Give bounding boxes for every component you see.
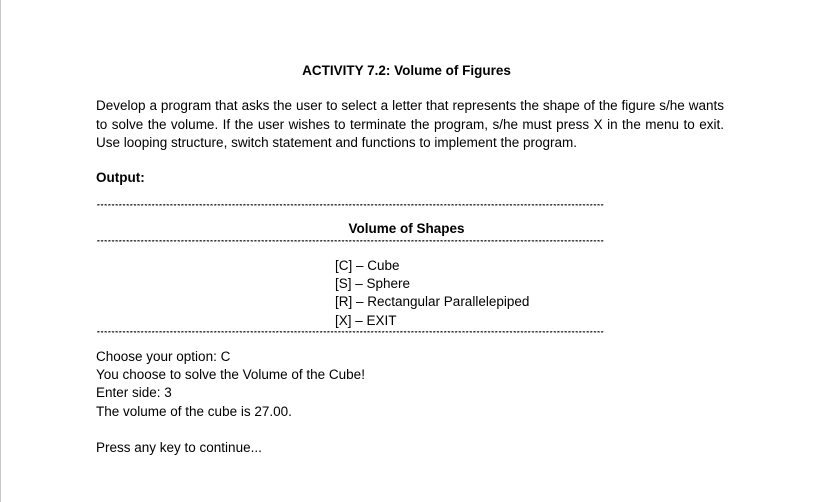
console-output xyxy=(96,348,365,457)
console-line-side: Enter side: 3 xyxy=(96,385,172,401)
console-continue-prompt: Press any key to continue... xyxy=(96,439,262,455)
shape-menu xyxy=(335,257,529,330)
menu-item-rectangular-parallelepiped: [R] – Rectangular Parallelepiped xyxy=(335,294,530,310)
star-rule-middle: ******************************************************************************************************************************************* xyxy=(96,240,604,248)
menu-item-cube: [C] – Cube xyxy=(335,258,400,273)
console-line-option: Choose your option: C xyxy=(96,349,231,364)
menu-item-sphere: [S] – Sphere xyxy=(335,276,411,292)
console-line-result: The volume of the cube is 27.00. xyxy=(96,403,292,419)
activity-title: ACTIVITY 7.2: Volume of Figures xyxy=(302,63,511,78)
menu-item-exit: [X] – EXIT xyxy=(335,312,397,328)
star-rule-top: ******************************************************************************************************************************************* xyxy=(96,204,604,212)
star-rule-bottom: ******************************************************************************************************************************************* xyxy=(96,331,604,339)
instructions-paragraph: Develop a program that asks the user to select a letter that represents the shape of the figure s/he wants to solve the volume. If the user wishes to terminate the program, s/he must press X in the menu to exit. Use looping structure, switch statement and functions to implement the program. xyxy=(96,98,724,150)
menu-heading: Volume of Shapes xyxy=(348,221,465,236)
console-line-choice: You choose to solve the Volume of the Cube! xyxy=(96,367,365,383)
output-label: Output: xyxy=(96,170,145,185)
console-blank-line xyxy=(96,421,365,439)
